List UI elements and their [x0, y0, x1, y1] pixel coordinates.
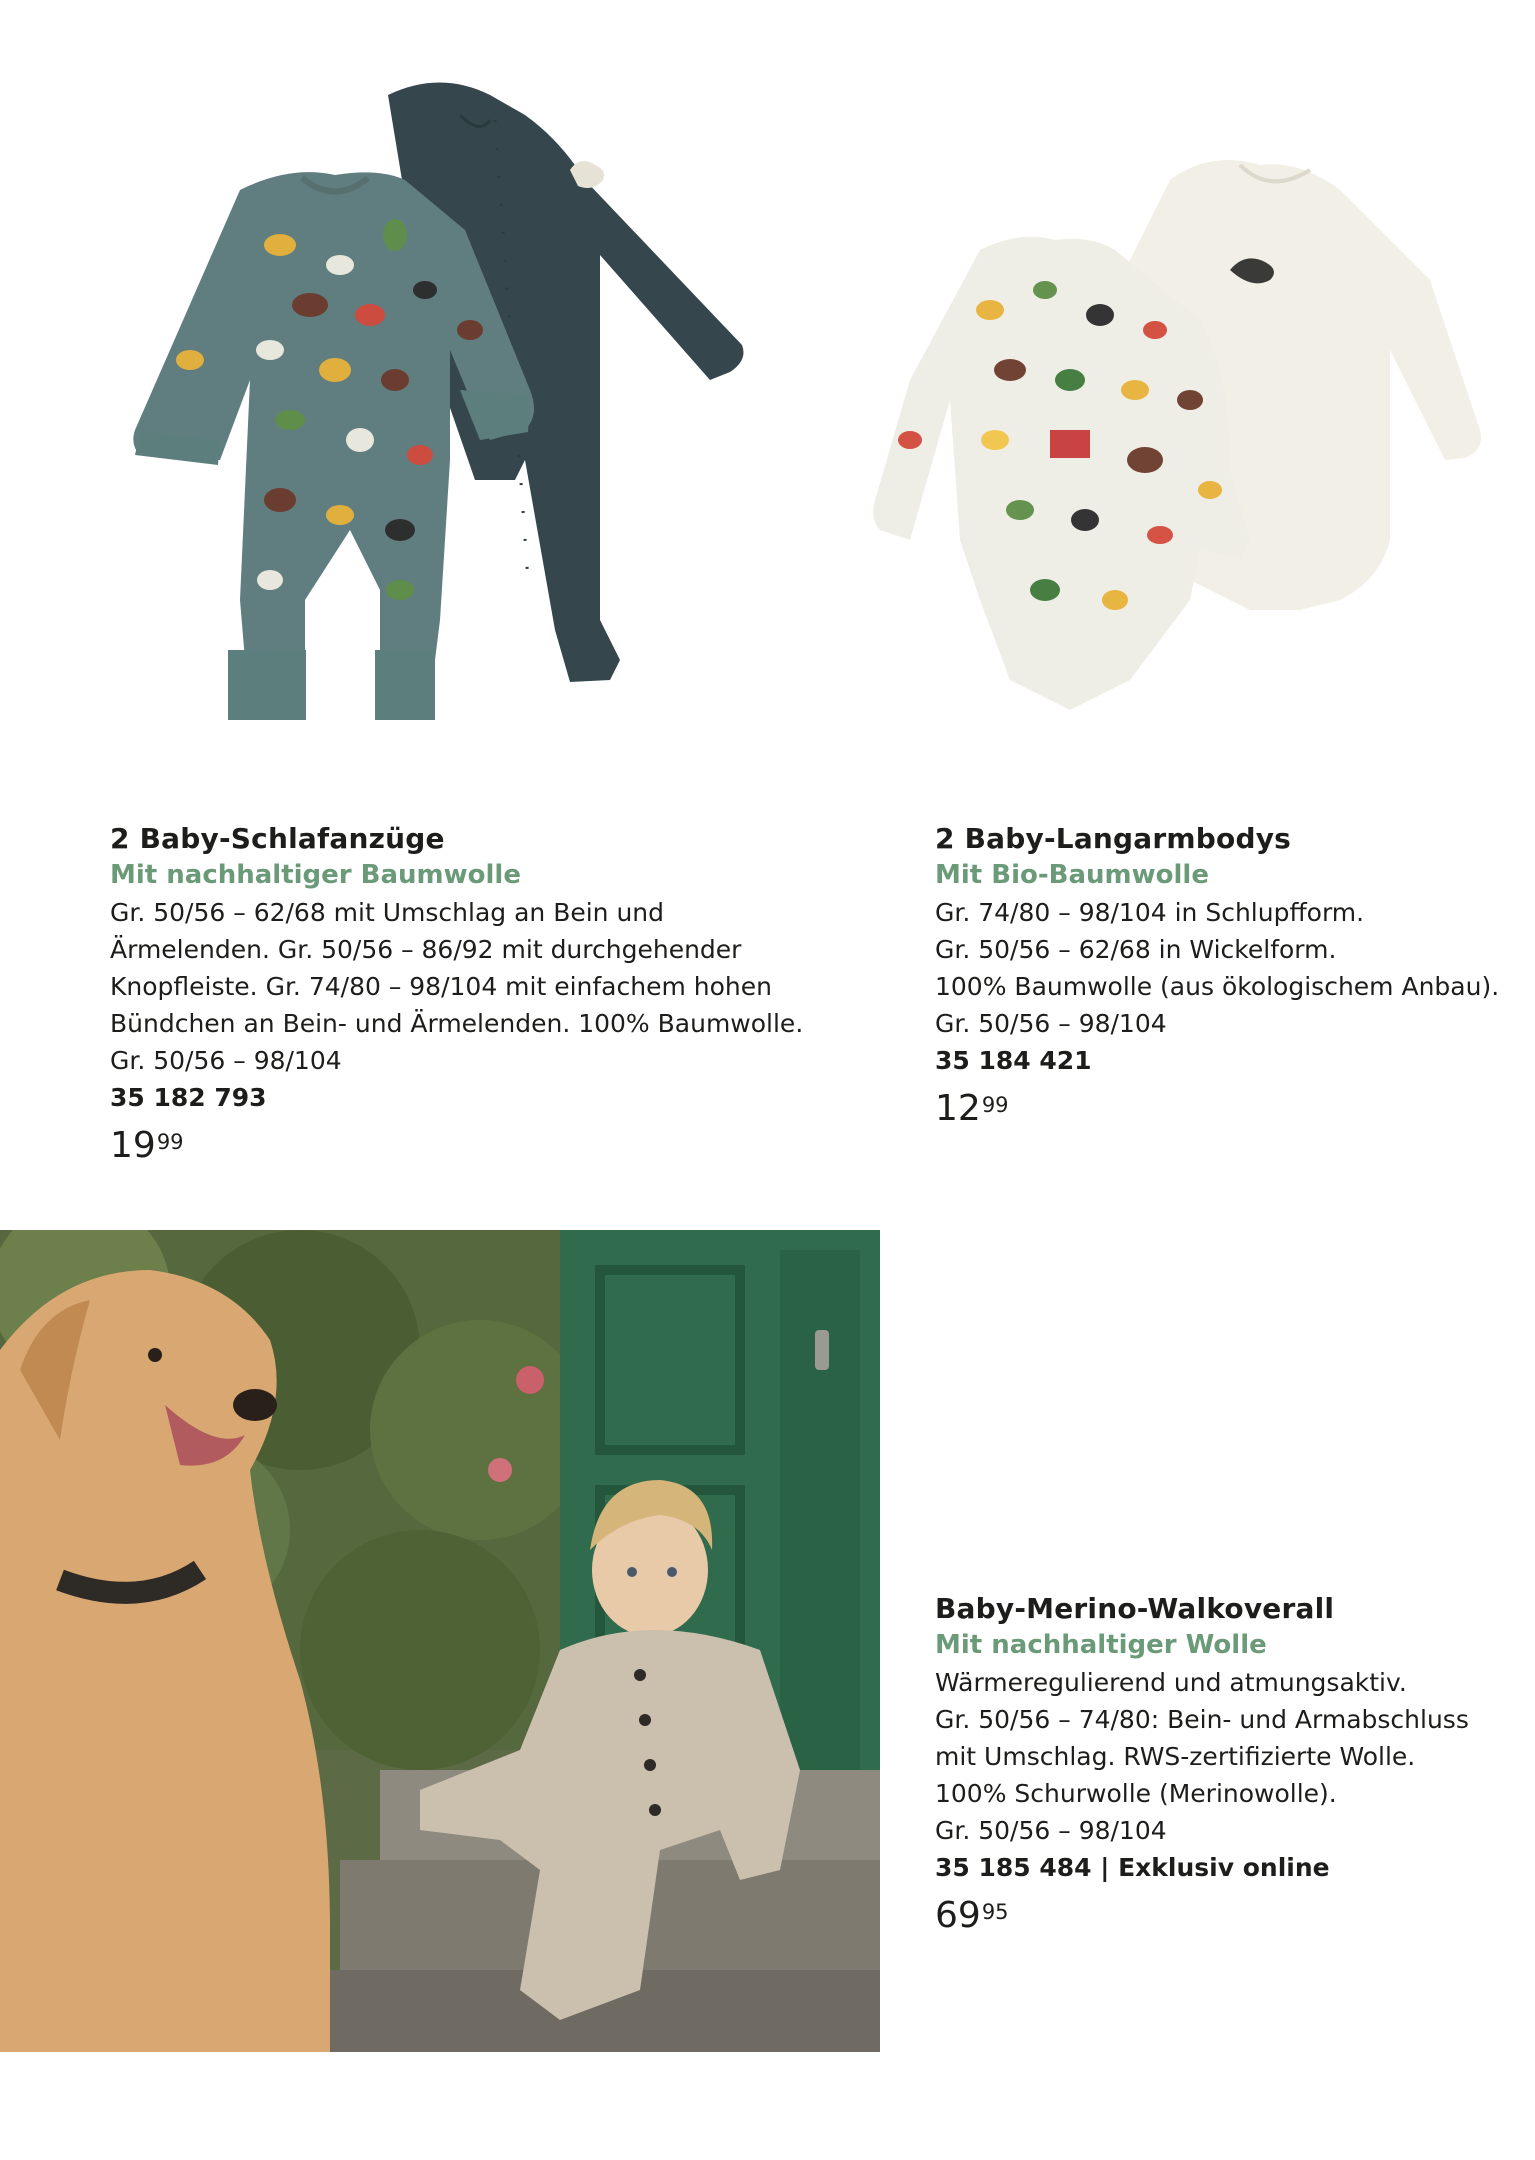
product-sleepsuits — [110, 820, 810, 1168]
product-description-line: 100% Baumwolle (aus ökologischem Anbau). — [935, 972, 1500, 1001]
product-sku: 35 182 793 — [110, 1083, 267, 1112]
product-title: 2 Baby-Langarmbodys — [935, 822, 1292, 855]
price-main: 19 — [110, 1125, 156, 1166]
product-bodysuits — [935, 820, 1515, 1131]
sleepsuits-product-image — [130, 60, 770, 760]
dog-and-child-lifestyle-image — [0, 1230, 880, 2052]
product-description-line: Gr. 50/56 – 98/104 — [935, 1009, 1167, 1038]
product-price — [110, 1124, 810, 1168]
product-subtitle: Mit nachhaltiger Baumwolle — [110, 860, 521, 890]
price-cents: 99 — [156, 1130, 184, 1154]
product-description-line: Gr. 50/56 – 62/68 in Wickelform. — [935, 935, 1337, 964]
product-description-line: mit Umschlag. RWS-zertifizierte Wolle. — [935, 1742, 1416, 1771]
price-main: 12 — [935, 1088, 981, 1129]
product-description-line: Wärmeregulierend und atmungsaktiv. — [935, 1668, 1407, 1697]
product-description-line: Gr. 50/56 – 98/104 — [935, 1816, 1167, 1845]
product-description-line: Gr. 74/80 – 98/104 in Schlupfform. — [935, 898, 1365, 927]
price-cents: 95 — [981, 1900, 1009, 1924]
product-price — [935, 1894, 1515, 1938]
product-sku: 35 185 484 | Exklusiv online — [935, 1853, 1330, 1882]
product-subtitle: Mit Bio-Baumwolle — [935, 860, 1209, 890]
product-merino-overall — [935, 1590, 1515, 1938]
price-main: 69 — [935, 1895, 981, 1936]
product-description-line: Gr. 50/56 – 74/80: Bein- und Armabschluss — [935, 1705, 1469, 1734]
bodysuits-product-image — [870, 140, 1490, 730]
price-cents: 99 — [981, 1093, 1009, 1117]
product-title: 2 Baby-Schlafanzüge — [110, 822, 445, 855]
product-description-line: Knopfleiste. Gr. 74/80 – 98/104 mit einfachem hohen — [110, 972, 772, 1001]
product-description-line: 100% Schurwolle (Merinowolle). — [935, 1779, 1337, 1808]
product-price — [935, 1087, 1515, 1131]
product-sku: 35 184 421 — [935, 1046, 1092, 1075]
product-description-line: Gr. 50/56 – 62/68 mit Umschlag an Bein und — [110, 898, 665, 927]
product-description-line: Gr. 50/56 – 98/104 — [110, 1046, 342, 1075]
product-subtitle: Mit nachhaltiger Wolle — [935, 1630, 1267, 1660]
product-description-line: Bündchen an Bein- und Ärmelenden. 100% Baumwolle. — [110, 1009, 804, 1038]
product-title: Baby-Merino-Walkoverall — [935, 1592, 1335, 1625]
product-description-line: Ärmelenden. Gr. 50/56 – 86/92 mit durchgehender — [110, 935, 742, 964]
